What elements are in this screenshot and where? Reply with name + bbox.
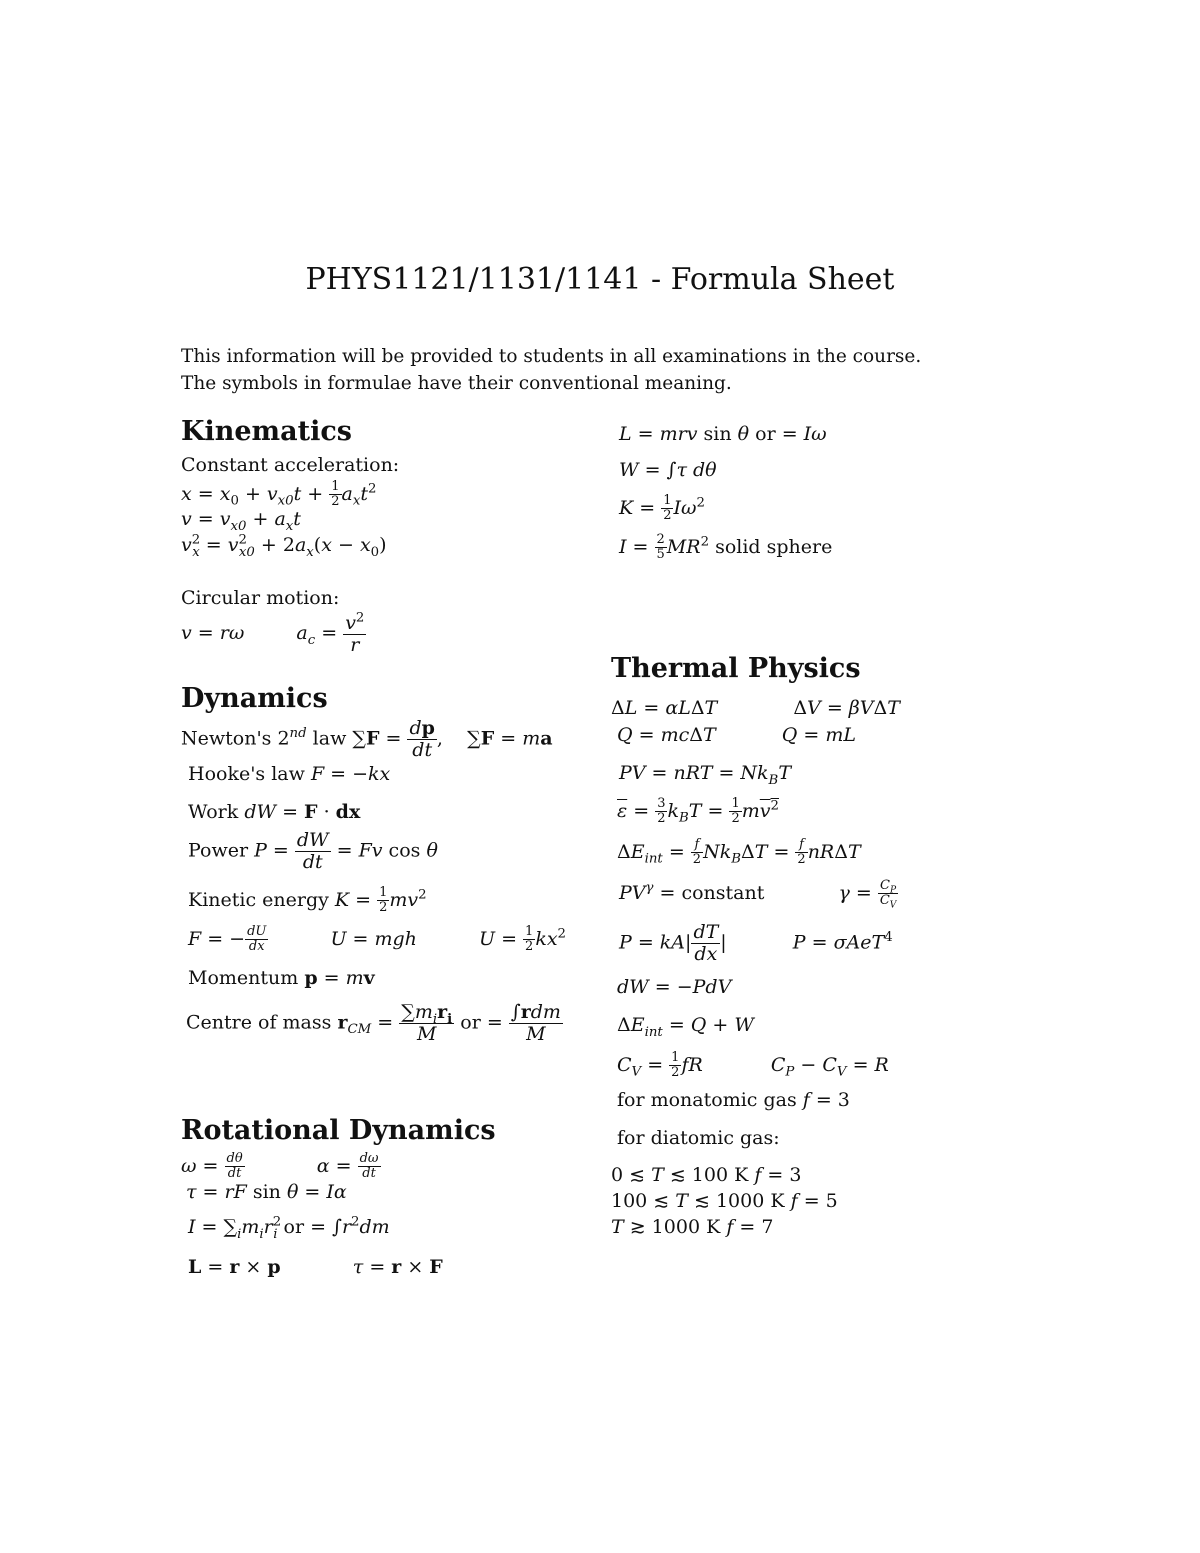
formula-torque: τ = rF sin θ = Iα [186,1181,347,1203]
power-label: Power [188,839,249,862]
hooke-label: Hooke's law [188,763,305,785]
formula-circular: v = rω $a_c$ = $\frac{v^2}{r}$ [181,610,365,656]
formula-heat: Q = mcΔT Q = mL [617,724,856,746]
heading-thermal: Thermal Physics [611,653,861,684]
heading-dynamics: Dynamics [181,683,328,714]
formula-moment-of-inertia: $I = \sum_im_ir^2_i$ or = $\int r^2dm$ [188,1214,390,1242]
kelvin-unit: K [706,1216,721,1238]
formula-velocity: $v = v_{x0} + a_xt$ [181,508,301,534]
formula-work: Work dW = F · dx [188,801,361,823]
newton-sup: nd [289,726,307,742]
formula-kinetic-energy: Kinetic energy K = $\frac{1}{2}$ $mv^2$ [188,885,427,916]
heading-kinematics: Kinematics [181,416,352,447]
formula-monatomic: for monatomic gas f = 3 [617,1089,850,1111]
formula-conduction-radiation: P = kA| $\frac{dT}{dx}$ | P = σAeT$^4$ [619,921,893,965]
monatomic-label: for monatomic gas [617,1089,797,1111]
kinetic-energy-label: Kinetic energy [188,888,329,911]
formula-solid-sphere: I = $\frac{2}{5}$ $MR^2$ solid sphere [619,532,833,563]
momentum-label: Momentum [188,967,299,989]
formula-gas-work: dW = −PdV [617,976,732,998]
kelvin-unit: K [770,1190,785,1212]
formula-position: $x = x_0 + v_{x0}t$ + $\frac{1}{2}$ $a_xt^2$ [181,479,377,510]
heading-rotational: Rotational Dynamics [181,1115,496,1146]
formula-centre-of-mass: Centre of mass $r_{CM}$ = $\frac{\sum m_ir_i}{M}$ or = $\frac{\text{∫rdm}}{M}$ [186,1001,561,1045]
formula-heat-capacities: $C_V$ = $\frac{1}{2}$ fR $C_P - C_V = R$ [617,1050,889,1081]
formula-mean-energy: $\overline{\varepsilon}$ = $\frac{3}{2}$ $k_BT$ = $\frac{1}{2}$ $mv^2$ [617,796,779,827]
newton-label: Newton's 2 [181,727,290,750]
label-constant-acceleration: Constant acceleration: [181,454,400,476]
formula-adiabatic: $PV^\gamma$ = constant γ = $\frac{C_P}{C_V}$ [619,878,897,911]
formula-newton-second-law: Newton's 2nd law ∑F = $\frac{dp}{dt}$ , ∑F = ma [181,717,553,761]
formula-first-law: $\Delta E_{int} = Q + W$ [617,1014,754,1040]
intro-line-1: This information will be provided to students in all examinations in the course. [181,346,922,367]
formula-internal-energy: $\Delta E_{int}$ = $\frac{f}{2}$ $Nk_B\Delta T$ = $\frac{f}{2}$ nRΔT [617,837,861,868]
formula-diatomic-high: T ≳ 1000 K f = 7 [611,1216,774,1238]
formula-diatomic-mid: 100 ≲ T ≲ 1000 K f = 5 [611,1190,838,1212]
formula-rotational-work: W = ∫τ dθ [619,459,717,481]
or-label-3: or [755,423,776,445]
formula-angular-momentum: L = mrv sin θ or = Iω [619,423,827,445]
solid-sphere-label: solid sphere [715,535,833,558]
formula-diatomic-low: 0 ≲ T ≲ 100 K f = 3 [611,1164,802,1186]
label-circular-motion: Circular motion: [181,587,340,609]
centre-of-mass-label: Centre of mass [186,1011,332,1034]
formula-momentum: Momentum p = mv [188,967,375,989]
intro-line-2: The symbols in formulae have their conventional meaning. [181,373,732,394]
label-diatomic: for diatomic gas: [617,1127,780,1149]
formula-cross-products: L = r × p τ = r × F [188,1256,443,1278]
formula-ideal-gas: PV = nRT = $Nk_BT$ [619,762,792,788]
work-label: Work [188,801,239,823]
formula-potential: F = − $\frac{dU}{dx}$ U = mgh U = $\frac{1}{2}$ $kx^2$ [188,924,567,955]
kelvin-unit: K [734,1164,749,1186]
page-title: PHYS1121/1131/1141 - Formula Sheet [305,262,895,297]
or-label: or [460,1011,481,1034]
constant-label: constant [681,881,765,904]
formula-rotational-ke: K = $\frac{1}{2}$ $I\omega^2$ [619,493,705,524]
or-label-2: or [283,1216,305,1238]
formula-angular-rates: ω = $\frac{d\theta}{dt}$ α = $\frac{d\omega}{dt}$ [181,1151,379,1182]
formula-velocity-squared: $v^2_x = v^2_{x0} + 2a_x(x - x_0)$ [181,532,387,560]
formula-thermal-expansion: ΔL = αLΔT ΔV = βVΔT [611,697,900,719]
newton-law-label: law [312,727,347,750]
formula-power: Power P = $\frac{dW}{dt}$ = Fv cos θ [188,829,438,873]
formula-hooke: Hooke's law F = −kx [188,763,391,785]
